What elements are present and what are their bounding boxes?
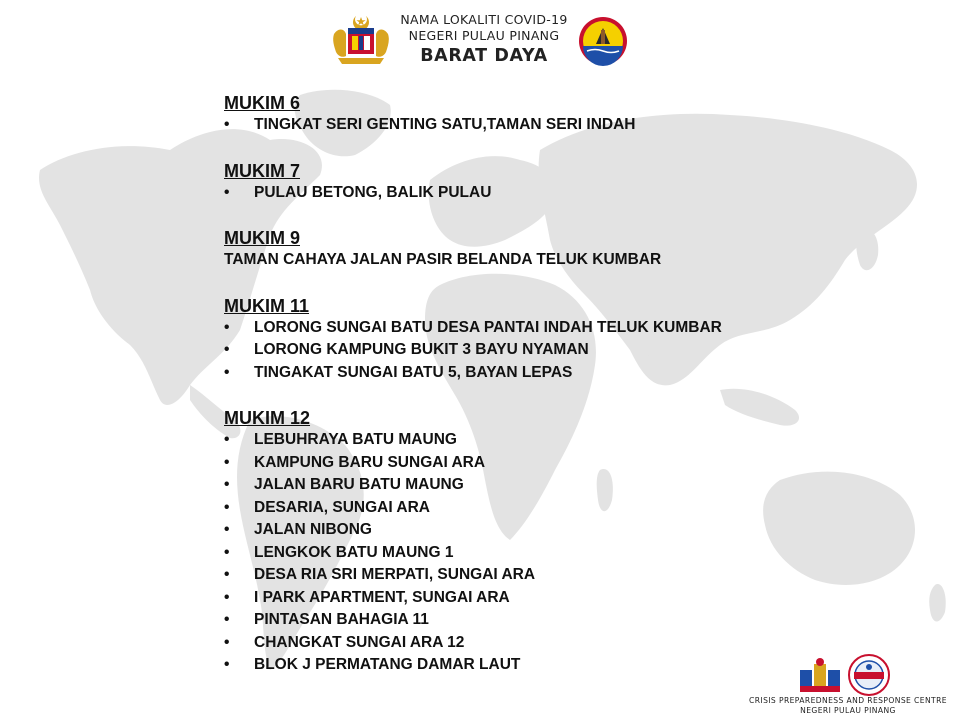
locality-name: I PARK APARTMENT, SUNGAI ARA — [254, 588, 510, 606]
footer-line1: CRISIS PREPAREDNESS AND RESPONSE CENTRE — [749, 696, 947, 705]
footer-organization — [736, 696, 960, 716]
mukim-heading: MUKIM 12 — [224, 408, 311, 428]
locality-item — [224, 249, 722, 272]
cprc-logo-icon — [796, 656, 844, 696]
locality-item — [224, 564, 722, 587]
header-region-title: BARAT DAYA — [420, 46, 548, 66]
bullet-icon: • — [224, 318, 230, 336]
bullet-icon: • — [224, 566, 230, 583]
locality-item — [224, 339, 722, 362]
bullet-icon: • — [224, 656, 230, 673]
bullet-icon: • — [224, 183, 230, 201]
mukim-heading: MUKIM 7 — [224, 160, 300, 181]
locality-name: CHANGKAT SUNGAI ARA 12 — [254, 633, 465, 651]
locality-name: JALAN NIBONG — [254, 521, 372, 538]
bullet-icon: • — [224, 498, 230, 516]
bullet-icon: • — [224, 363, 230, 381]
locality-item — [224, 542, 722, 565]
mukim-section — [224, 92, 722, 137]
mukim-section — [224, 227, 722, 272]
section-spacer — [224, 272, 722, 295]
locality-item — [224, 429, 722, 452]
locality-item — [224, 182, 722, 205]
bullet-icon: • — [224, 431, 230, 448]
malaysia-coat-of-arms-icon — [330, 14, 392, 68]
bullet-icon: • — [224, 633, 230, 651]
mukim-section — [224, 407, 722, 677]
mukim-heading: MUKIM 11 — [224, 295, 310, 316]
locality-item — [224, 497, 722, 520]
bullet-icon: • — [224, 611, 230, 628]
mukim-heading: MUKIM 9 — [224, 228, 300, 248]
locality-item — [224, 587, 722, 610]
footer-line2: NEGERI PULAU PINANG — [800, 706, 896, 715]
locality-name: BLOK J PERMATANG DAMAR LAUT — [254, 656, 521, 673]
locality-item — [224, 114, 722, 137]
locality-item — [224, 609, 722, 632]
bullet-icon: • — [224, 453, 230, 471]
locality-item — [224, 654, 722, 677]
locality-name: LORONG SUNGAI BATU DESA PANTAI INDAH TELUK KUMBAR — [254, 318, 722, 336]
section-spacer — [224, 204, 722, 227]
penang-state-logo-icon — [578, 16, 628, 66]
footer — [736, 650, 960, 720]
locality-item — [224, 474, 722, 497]
bullet-icon: • — [224, 476, 230, 493]
section-spacer — [224, 137, 722, 160]
covid-response-badge-icon — [848, 654, 890, 696]
locality-name: PULAU BETONG, BALIK PULAU — [254, 183, 492, 201]
locality-item — [224, 452, 722, 475]
locality-name: KAMPUNG BARU SUNGAI ARA — [254, 453, 486, 471]
locality-name: JALAN BARU BATU MAUNG — [254, 476, 464, 493]
locality-item — [224, 632, 722, 655]
locality-item — [224, 317, 722, 340]
locality-name: DESARIA, SUNGAI ARA — [254, 498, 430, 516]
mukim-section — [224, 295, 722, 385]
locality-name: PINTASAN BAHAGIA 11 — [254, 611, 429, 628]
header-title-line2: NEGERI PULAU PINANG — [408, 28, 560, 43]
bullet-icon: • — [224, 521, 230, 538]
bullet-icon: • — [224, 543, 230, 561]
locality-name: DESA RIA SRI MERPATI, SUNGAI ARA — [254, 566, 536, 583]
section-spacer — [224, 384, 722, 407]
locality-name: LENGKOK BATU MAUNG 1 — [254, 543, 454, 561]
header-title-block — [396, 12, 572, 68]
locality-list — [224, 92, 722, 677]
locality-item — [224, 362, 722, 385]
locality-name: LORONG KAMPUNG BUKIT 3 BAYU NYAMAN — [254, 341, 589, 358]
bullet-icon: • — [224, 116, 230, 133]
locality-name: TINGAKAT SUNGAI BATU 5, BAYAN LEPAS — [254, 363, 573, 381]
mukim-heading: MUKIM 6 — [224, 93, 300, 113]
bullet-icon: • — [224, 341, 230, 358]
locality-name: LEBUHRAYA BATU MAUNG — [254, 431, 457, 448]
header — [0, 0, 960, 80]
locality-item — [224, 519, 722, 542]
mukim-section — [224, 160, 722, 205]
header-title-line1: NAMA LOKALITI COVID-19 — [400, 12, 568, 27]
locality-name: TINGKAT SERI GENTING SATU,TAMAN SERI INDAH — [254, 116, 636, 133]
bullet-icon: • — [224, 588, 230, 606]
locality-name: TAMAN CAHAYA JALAN PASIR BELANDA TELUK KUMBAR — [224, 251, 662, 268]
